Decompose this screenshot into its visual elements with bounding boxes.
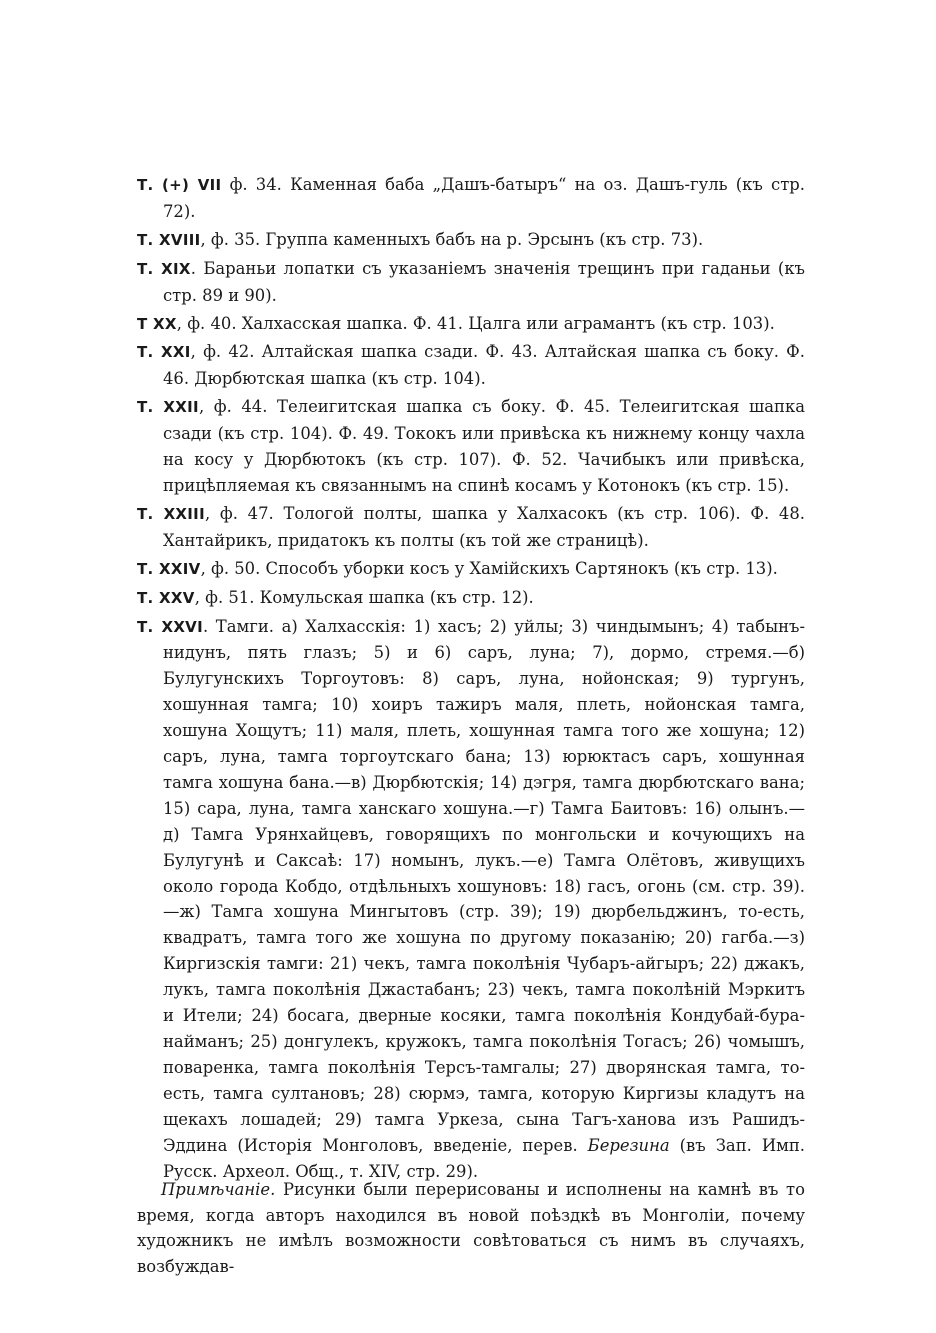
plate-entry-xxi (137, 339, 805, 392)
plate-entry-xix (137, 256, 805, 309)
plate-label: Т. XXI (137, 343, 191, 362)
plate-caption: , ф. 51. Комульская шапка (къ стр. 12). (194, 587, 534, 607)
plate-caption: , ф. 40. Халхасская шапка. Ф. 41. Цалга или аграмантъ (къ стр. 103). (176, 313, 775, 333)
plate-label: Т. XIX (137, 259, 191, 278)
plate-label: Т. XXIII (137, 504, 205, 523)
plate-entry-xxvi (137, 614, 805, 1185)
plate-caption-tail: (въ Зап. Имп. Русск. Археол. Общ., т. XIV, стр. 29). (163, 1135, 805, 1181)
plate-caption: . Тамги. а) Халхасскія: 1) хасъ; 2) уйлы; 3) чиндымынъ; 4) табынъ-нидунъ, пять глазъ; 5) и 6) саръ, луна; 7), дормо, стремя.—б) Булугунскихъ Торгоутовъ: 8) саръ, луна, нойонская; 9) тургунъ, хошунная тамга; 10) хоиръ тажиръ маля, плеть, нойонская тамга, хошуна Хощутъ; 11) маля, плеть, хошунная тамга того же хошуна; 12) саръ, луна, тамга торгоутскаго бана; 13) юрюктасъ саръ, хошунная тамга хошуна бана.—в) Дюрбютскія; 14) дэгря, тамга дюрбютскаго вана; 15) сара, луна, тамга ханскаго хошуна.—г) Тамга Баитовъ: 16) олынъ.—д) Тамга Урянхайцевъ, говорящихъ по монгольски и кочующихъ на Булугунѣ и Саксаѣ: 17) номынъ, лукъ.—е) Тамга Олётовъ, живущихъ около города Кобдо, отдѣльныхъ хошуновъ: 18) гасъ, огонь (см. стр. 39).—ж) Тамга хошуна Мингытовъ (стр. 39); 19) дюрбельджинъ, то-есть, квадратъ, тамга того же хошуна по другому показанію; 20) гагба.—з) Киргизскія тамги: 21) чекъ, тамга поколѣнія Чубаръ-айгыръ; 22) джакъ, лукъ, тамга поколѣнія Джастабанъ; 23) чекъ, тамга поколѣній Мэркитъ и Ители; 24) босага, дверные косяки, тамга поколѣнія Кондубай-бура-найманъ; 25) донгулекъ, кружокъ, тамга поколѣнія Тогасъ; 26) чомышъ, поваренка, тамга поколѣнія Терсъ-тамгалы; 27) дворянская тамга, то-есть, тамга султановъ; 28) сюрмэ, тамга, которую Киргизы кладутъ на щекахъ лошадей; 29) тамга Уркеза, сына Тагъ-ханова изъ Рашидъ-Эддина (Исторія Монголовъ, введеніе, перев. (163, 616, 805, 1155)
plate-label: Т. XXV (137, 588, 195, 607)
plate-entry-xxv (137, 585, 805, 612)
plate-entry-xviii (137, 227, 805, 254)
plate-caption: . Бараньи лопатки съ указаніемъ значенія трещинъ при гаданьи (къ стр. 89 и 90). (163, 258, 805, 305)
plate-caption: , ф. 44. Телеигитская шапка съ боку. Ф. 45. Телеигитская шапка сзади (къ стр. 104). Ф. 49. Тококъ или привѣска къ нижнему концу чахла на косу у Дюрбютокъ (къ стр. 107). Ф. 52. Чачибыкъ или привѣска, прицѣпляемая къ связаннымъ на спинѣ косамъ у Котонокъ (къ стр. 15). (163, 397, 805, 495)
plate-entry-xxii (137, 394, 805, 499)
plate-label: Т. XVIII (137, 230, 201, 249)
plate-entry-xx (137, 311, 805, 338)
plate-entry-xxiv (137, 556, 805, 583)
footnote (137, 1177, 805, 1279)
note-text: Рисунки были перерисованы и исполнены на камнѣ въ то время, когда авторъ находился въ новой поѣздкѣ въ Монголіи, почему художникъ не имѣлъ возможности совѣтоваться съ нимъ въ случаяхъ, возбуждав- (137, 1180, 805, 1276)
note-lead: Примѣчаніе. (161, 1180, 276, 1200)
plate-caption: , ф. 35. Группа каменныхъ бабъ на р. Эрсынъ (къ стр. 73). (200, 229, 704, 249)
translator-name: Березина (587, 1135, 670, 1155)
plate-label: Т. (+) VII (137, 176, 222, 194)
plate-caption: ф. 34. Каменная баба „Дашъ-батыръ“ на оз. Дашъ-гуль (къ стр. 72). (163, 175, 805, 221)
plate-entry-xxiii (137, 501, 805, 554)
plate-label: Т. XXII (137, 398, 199, 417)
plate-entry-vii (137, 172, 805, 225)
plate-label: Т. XXIV (137, 559, 201, 578)
plate-label: Т. XXVI (137, 617, 203, 636)
plate-caption: , ф. 47. Тологой полты, шапка у Халхасокъ (къ стр. 106). Ф. 48. Хантайрикъ, придатокъ къ полты (къ той же страницѣ). (163, 503, 805, 550)
plate-list (137, 172, 805, 1186)
plate-caption: , ф. 42. Алтайская шапка сзади. Ф. 43. Алтайская шапка съ боку. Ф. 46. Дюрбютская шапка (къ стр. 104). (163, 342, 805, 389)
plate-label: Т XX (137, 314, 177, 333)
plate-caption: , ф. 50. Способъ уборки косъ у Хамійскихъ Сартянокъ (къ стр. 13). (200, 558, 778, 578)
